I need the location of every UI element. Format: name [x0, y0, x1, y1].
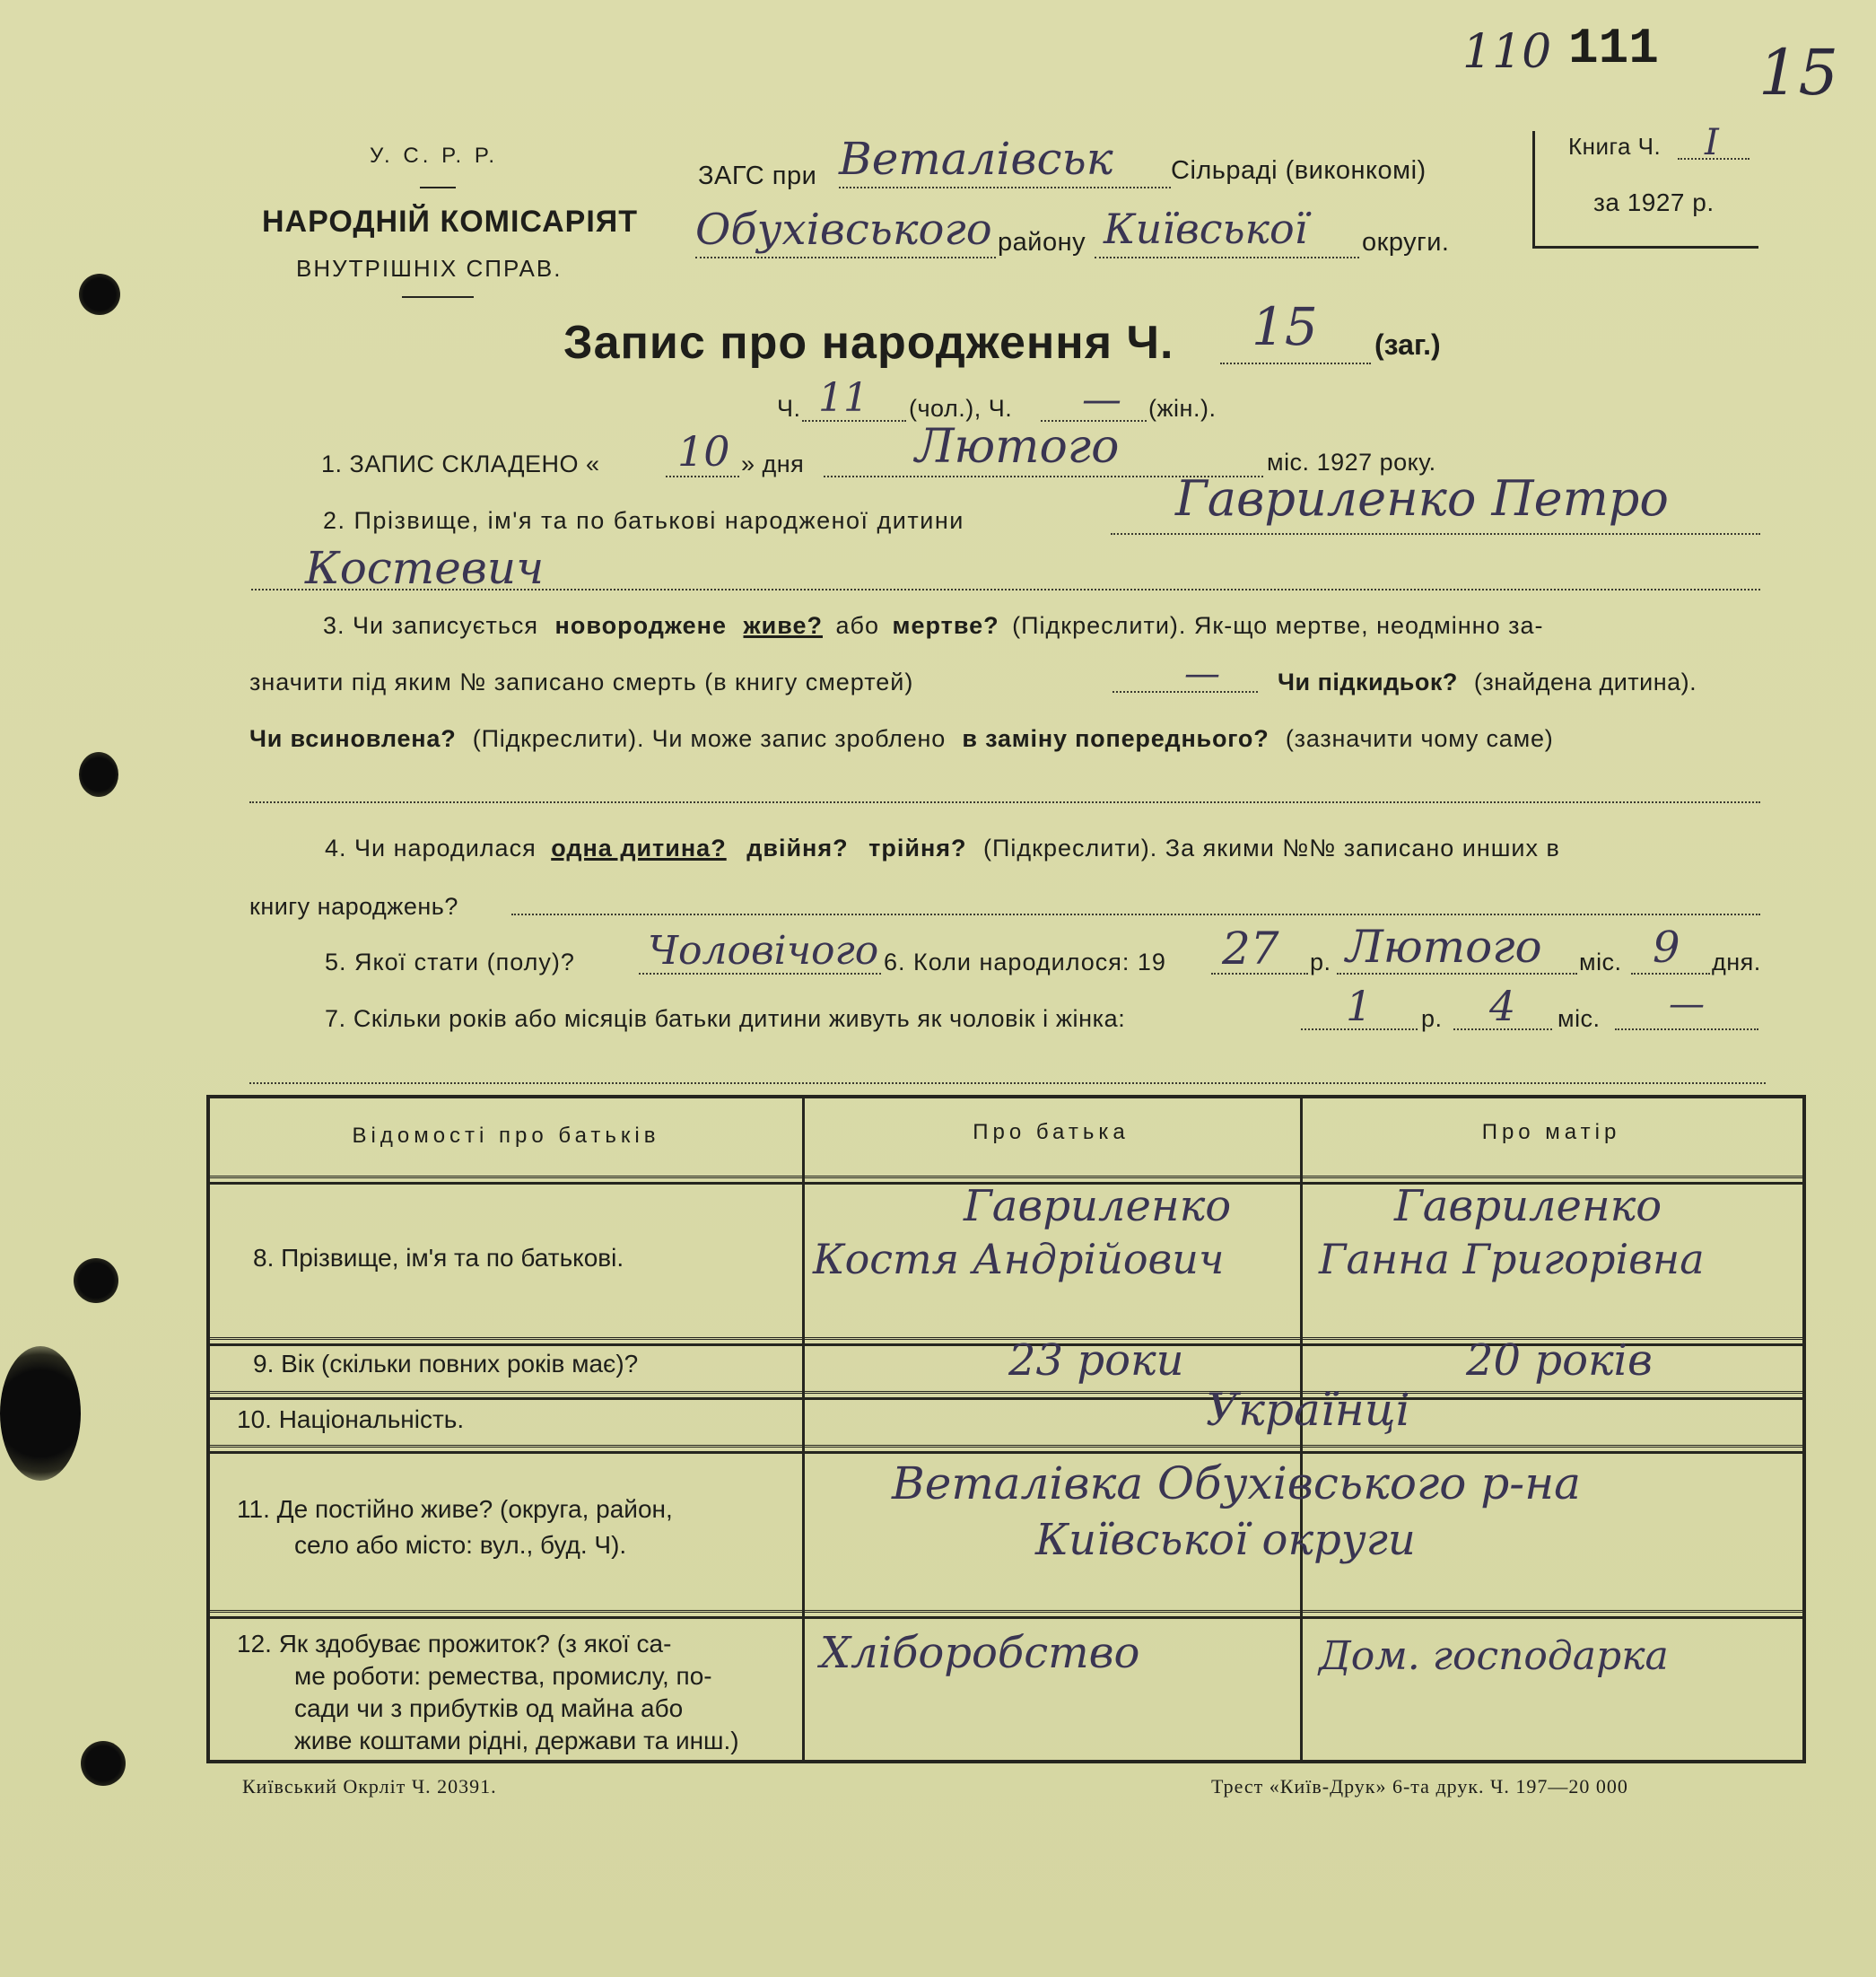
punch-hole	[79, 274, 120, 315]
item6-label: 6. Коли народилося: 19	[884, 949, 1166, 975]
male-prefix: Ч.	[777, 395, 801, 422]
male-suffix: (чол.), Ч.	[909, 395, 1013, 422]
item3-newborn: новороджене	[554, 612, 727, 639]
item7-label: 7. Скільки років або місяців батьки дитини живуть як чоловік і жінка:	[325, 1005, 1126, 1032]
item3-death-handwritten: —	[1184, 653, 1220, 695]
male-number-handwritten: 11	[818, 375, 868, 421]
parents-table	[206, 1095, 1806, 1763]
female-number-handwritten: —	[1082, 377, 1121, 423]
country-label: У. С. Р. Р.	[370, 144, 499, 168]
item5-sex-handwritten: Чоловічого	[648, 928, 879, 974]
item3-replacement-note: (зазначити чому саме)	[1285, 725, 1554, 752]
item1-mid: » дня	[741, 451, 805, 477]
row12-label-line2: ме роботи: ремества, промислу, по-	[294, 1662, 712, 1690]
margin-note: 15	[1758, 36, 1839, 109]
item3-line2	[249, 669, 913, 696]
item4-single: одна дитина?	[551, 835, 727, 862]
fill-line	[1631, 973, 1710, 975]
fill-line	[1220, 363, 1371, 364]
item3-death-question: значити під яким № записано смерть (в книгу смертей)	[249, 669, 914, 695]
archive-number-old: 110	[1462, 25, 1552, 79]
row12-label-line3: сади чи з прибутків од майна або	[294, 1694, 684, 1722]
book-number-handwritten: I	[1705, 122, 1719, 163]
fill-line	[639, 973, 881, 975]
item3-foundling: Чи підкидьок?	[1278, 669, 1458, 695]
record-number-handwritten: 15	[1252, 296, 1318, 357]
item2-handwritten-line1: Гавриленко Петро	[1175, 470, 1669, 527]
item4-instruction: (Підкреслити). За якими №№ записано инших в	[983, 835, 1560, 862]
item3-label: 3. Чи записується	[323, 612, 539, 639]
row12-label-line4: живе коштами рідні, держави та инш.)	[294, 1727, 739, 1754]
fill-line	[249, 1082, 1766, 1084]
item3-foundling-note: (знайдена дитина).	[1473, 669, 1697, 695]
okruha-label: округи.	[1362, 228, 1450, 257]
item4-twins: двійня?	[746, 835, 849, 862]
row10-nationality: Українці	[1206, 1384, 1410, 1436]
item3-adopted: Чи всиновлена?	[249, 725, 457, 752]
row8-father-line1: Гавриленко	[964, 1181, 1232, 1231]
book-box-bottom	[1532, 246, 1758, 249]
item6-month-handwritten: Лютого	[1346, 921, 1542, 973]
item4-triplets: трійня?	[868, 835, 967, 862]
row11-address-line1: Веталівка Обухівського р-на	[892, 1457, 1581, 1509]
item3-adopted-note: (Підкреслити). Чи може запис зроблено	[472, 725, 947, 752]
raion-handwritten: Обухівського	[695, 205, 992, 255]
item7-months-handwritten: 4	[1489, 982, 1516, 1030]
item7-mis: міс.	[1558, 1005, 1601, 1032]
book-label: Книга Ч.	[1568, 133, 1662, 160]
row8-mother-line2: Ганна Григорівна	[1319, 1235, 1705, 1283]
item3-line3	[249, 725, 1554, 753]
item4-line2: книгу народжень?	[249, 893, 458, 920]
item3-instruction: (Підкреслити). Як-що мертве, неодмінно за-	[1012, 612, 1544, 639]
punch-hole	[79, 752, 118, 797]
item1-month-handwritten: Лютого	[915, 420, 1120, 474]
item5-label: 5. Якої стати (полу)?	[325, 949, 575, 975]
item4-line1	[325, 835, 1560, 862]
fill-line	[1337, 973, 1577, 975]
column-header-father: Про батька	[973, 1120, 1130, 1144]
punch-hole	[81, 1741, 126, 1786]
row8-label: 8. Прізвище, ім'я та по батькові.	[253, 1244, 624, 1272]
row12-label-line1: 12. Як здобуває прожиток? (з якої са-	[237, 1630, 672, 1658]
item7-r: р.	[1421, 1005, 1443, 1032]
column-header-info: Відомості про батьків	[352, 1124, 660, 1148]
row-divider	[210, 1391, 1802, 1400]
record-title-suffix: (заг.)	[1374, 328, 1441, 361]
row8-mother-line1: Гавриленко	[1394, 1181, 1662, 1231]
row11-address-line2: Київської округи	[1035, 1515, 1416, 1565]
item7-years-handwritten: 1	[1346, 982, 1373, 1030]
zags-handwritten: Веталівськ	[839, 133, 1113, 185]
row9-mother-age: 20 років	[1466, 1335, 1653, 1386]
item6-day-handwritten: 9	[1653, 923, 1680, 973]
footer-printer-right: Трест «Київ-Друк» 6-та друк. Ч. 197—20 000	[1211, 1775, 1628, 1798]
item3-line1	[323, 612, 1543, 640]
item2-label: 2. Прізвище, ім'я та по батькові народженої дитини	[323, 507, 964, 534]
zags-suffix: Сільраді (виконкомі)	[1171, 156, 1427, 185]
fill-line	[251, 589, 1760, 590]
fill-line	[511, 914, 1760, 915]
column-header-mother: Про матір	[1481, 1120, 1621, 1144]
item7-extra-handwritten: —	[1669, 984, 1705, 1025]
item4-label: 4. Чи народилася	[325, 835, 537, 862]
record-title: Запис про народження Ч.	[563, 317, 1174, 369]
item1-prefix: 1. ЗАПИС СКЛАДЕНО «	[321, 451, 600, 477]
fill-line	[802, 420, 906, 422]
footer-printer-left: Київський Окрліт Ч. 20391.	[242, 1775, 497, 1798]
archive-number: 111	[1568, 20, 1659, 77]
book-year: за 1927 р.	[1593, 188, 1715, 216]
zags-prefix: ЗАГС при	[698, 162, 817, 190]
item6-year-handwritten: 27	[1222, 923, 1279, 975]
row12-father-occupation: Хліборобство	[820, 1628, 1140, 1678]
item3-replacement: в заміну попереднього?	[962, 725, 1270, 752]
okruha-handwritten: Київської	[1104, 205, 1308, 253]
book-box-left	[1532, 131, 1535, 248]
fill-line	[1111, 533, 1760, 535]
fill-line	[1453, 1028, 1552, 1030]
fill-line	[1095, 257, 1359, 258]
divider	[402, 296, 474, 298]
fill-line	[249, 801, 1760, 803]
row-divider	[210, 1445, 1802, 1454]
item6-r: р.	[1310, 949, 1331, 975]
item3-line2-right	[1278, 669, 1697, 696]
row10-label: 10. Національність.	[237, 1405, 465, 1433]
row11-label-line2: село або місто: вул., буд. Ч).	[294, 1531, 627, 1559]
item2-handwritten-line2: Костевич	[305, 542, 545, 594]
raion-label: району	[998, 228, 1086, 257]
row12-mother-occupation: Дом. господарка	[1319, 1633, 1669, 1679]
row-divider	[210, 1610, 1802, 1619]
item1-day-handwritten: 10	[677, 427, 730, 476]
fill-line	[1301, 1028, 1418, 1030]
item3-dead: мертве?	[892, 612, 999, 639]
fill-line	[695, 257, 996, 258]
fill-line	[839, 187, 1171, 188]
item6-dnia: дня.	[1712, 949, 1761, 975]
row11-label-line1: 11. Де постійно живе? (округа, район,	[237, 1495, 673, 1523]
fill-line	[1678, 158, 1749, 160]
column-divider	[802, 1098, 805, 1760]
row9-father-age: 23 роки	[1008, 1335, 1184, 1386]
commissariat-subtitle: ВНУТРІШНІХ СПРАВ.	[296, 255, 563, 282]
item6-mis: міс.	[1579, 949, 1622, 975]
fill-line	[1615, 1028, 1758, 1030]
item1-suffix: міс. 1927 року.	[1267, 449, 1436, 476]
commissariat-title: НАРОДНІЙ КОМІСАРІЯТ	[262, 205, 638, 239]
fill-line	[1211, 973, 1308, 975]
punch-hole	[74, 1258, 118, 1303]
row9-label: 9. Вік (скільки повних років має)?	[253, 1350, 639, 1378]
female-suffix: (жін.).	[1148, 395, 1217, 422]
fill-line	[666, 476, 739, 477]
punch-hole	[0, 1346, 81, 1481]
item3-or: або	[835, 612, 880, 639]
divider	[420, 187, 456, 188]
item3-alive: живе?	[743, 612, 823, 639]
row8-father-line2: Костя Андрійович	[813, 1235, 1225, 1283]
